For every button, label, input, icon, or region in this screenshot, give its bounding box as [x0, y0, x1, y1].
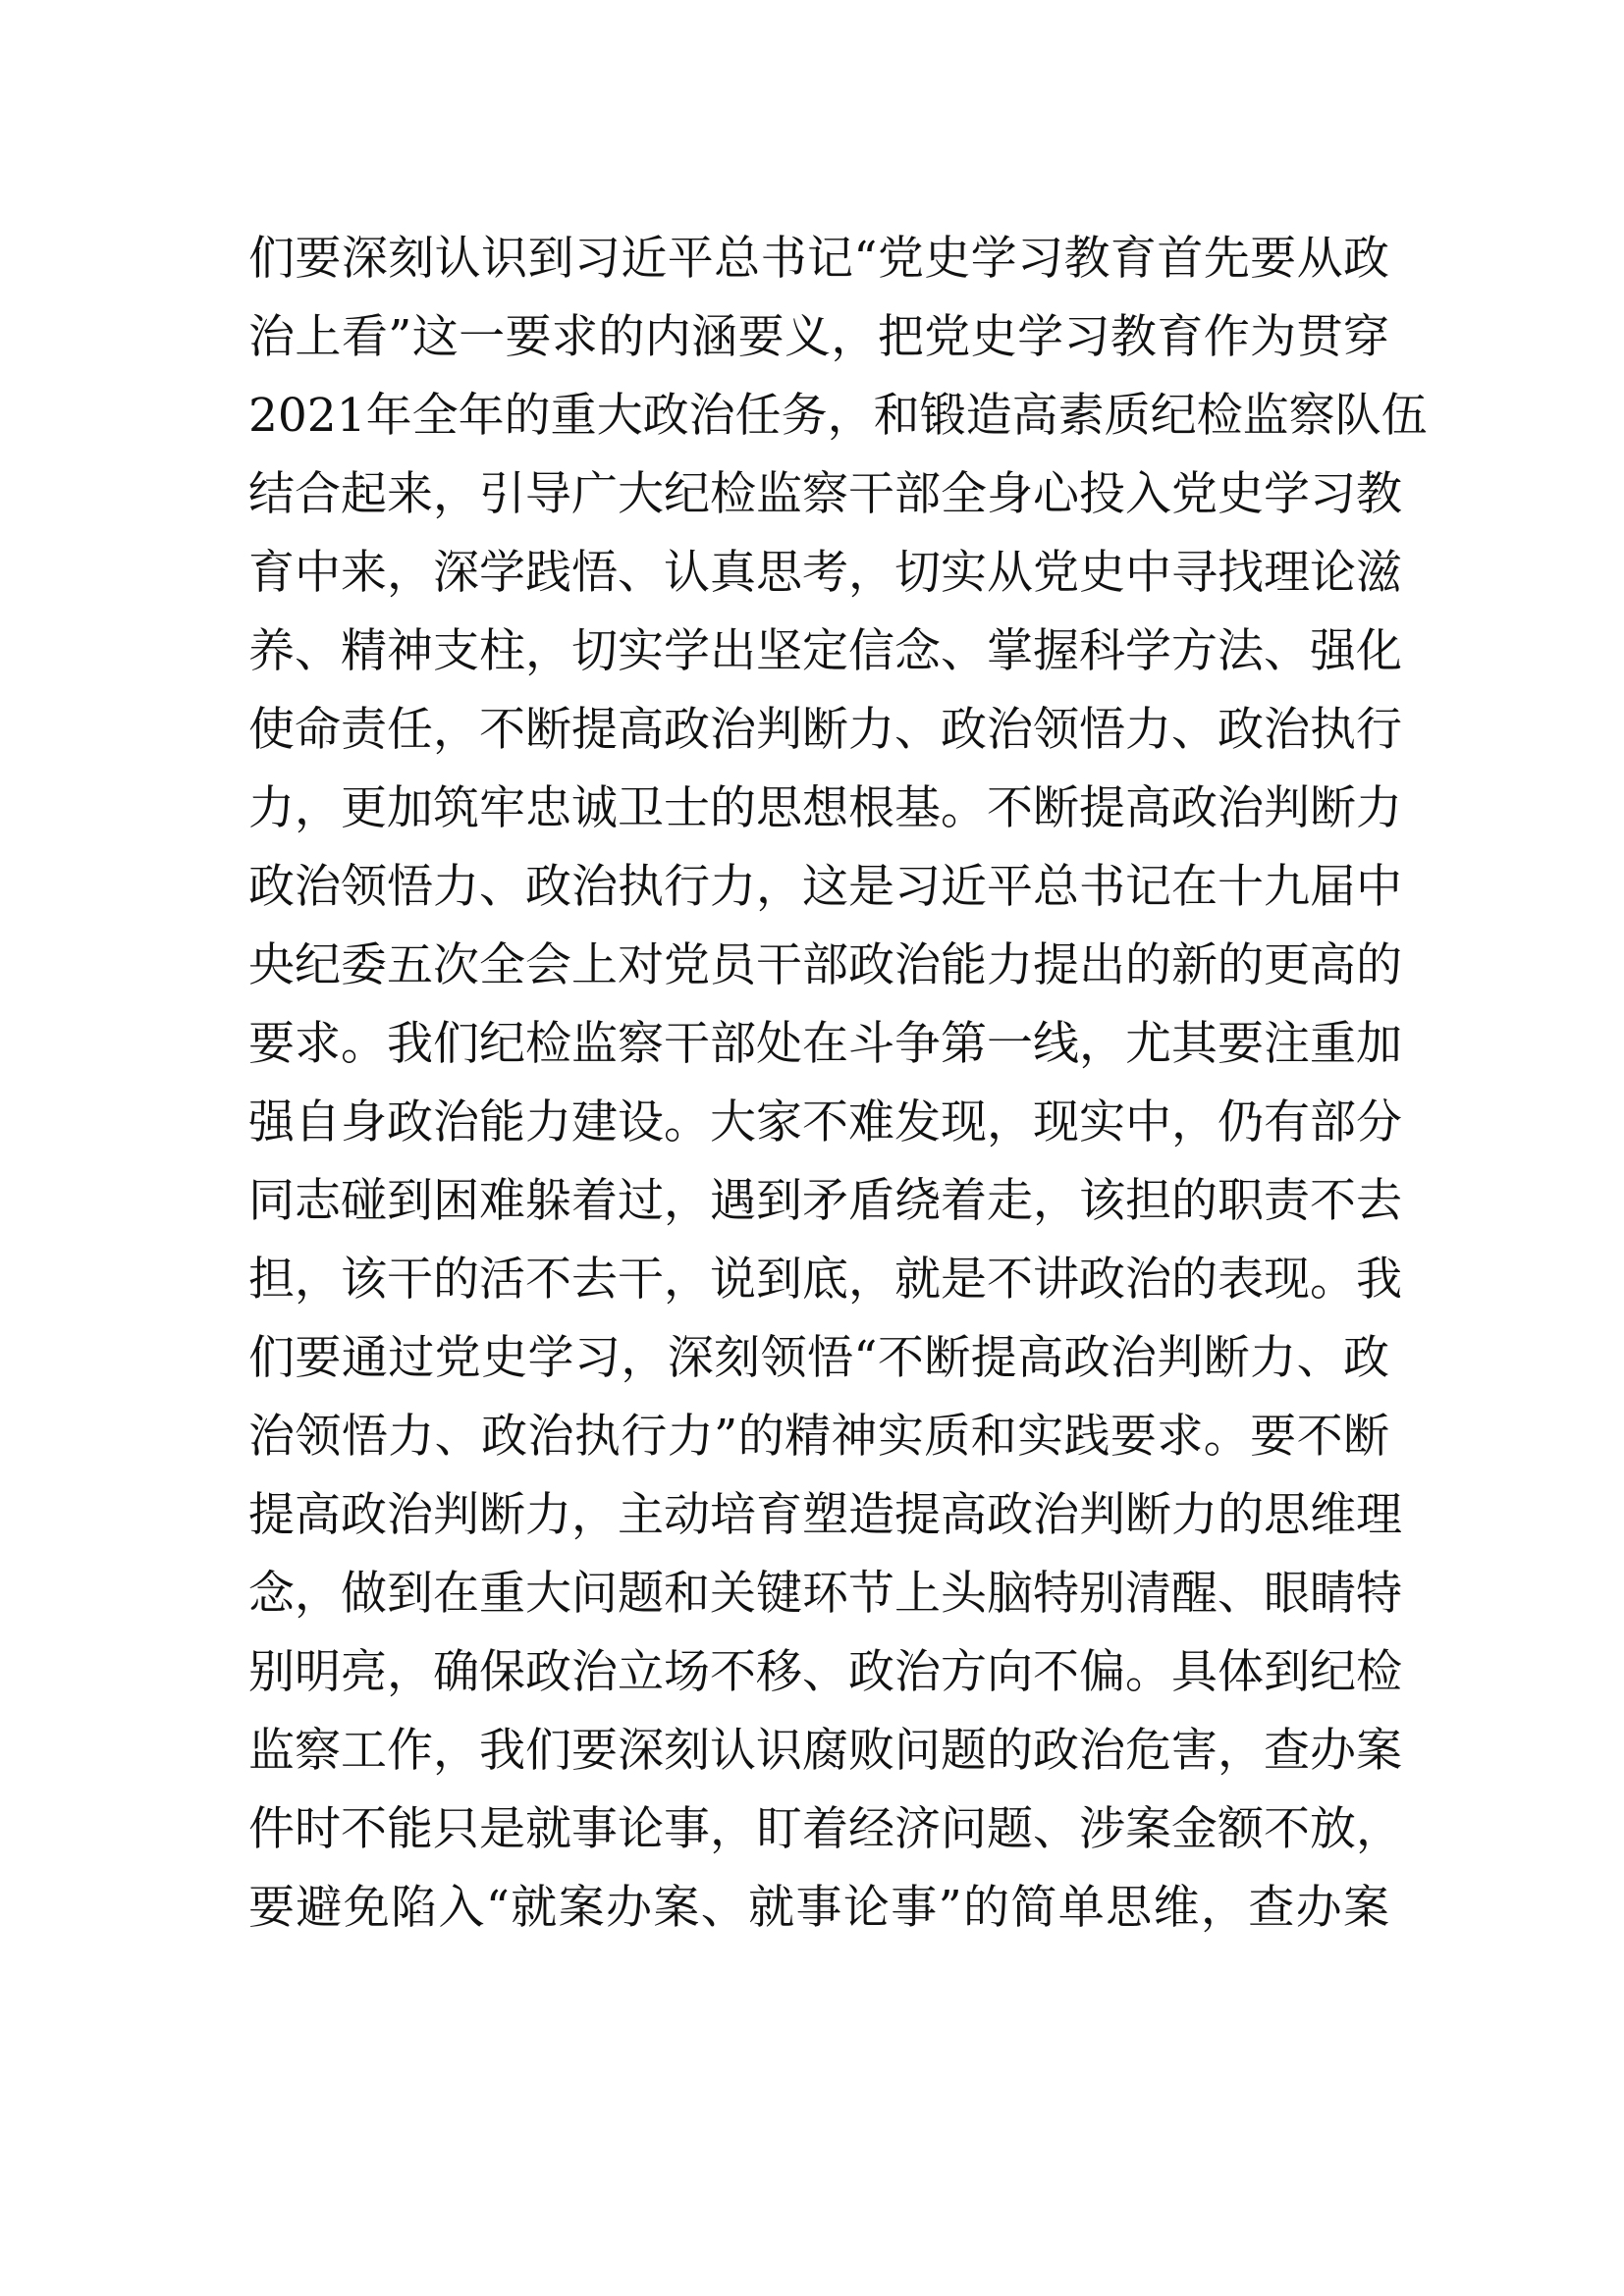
text-line: 结合起来，引导广大纪检监察干部全身心投入党史学习教 — [248, 467, 1402, 521]
text-line: 强自身政治能力建设。大家不难发现，现实中，仍有部分 — [248, 1095, 1402, 1149]
text-line: 提高政治判断力，主动培育塑造提高政治判断力的思维理 — [248, 1488, 1402, 1542]
text-line: 们要深刻认识到习近平总书记“党史学习教育首先要从政 — [248, 232, 1389, 286]
text-line: 使命责任，不断提高政治判断力、政治领悟力、政治执行 — [248, 703, 1402, 757]
text-line: 监察工作，我们要深刻认识腐败问题的政治危害，查办案 — [248, 1724, 1402, 1778]
document-body — [248, 228, 1428, 1955]
text-line: 同志碰到困难躲着过，遇到矛盾绕着走，该担的职责不去 — [248, 1174, 1402, 1228]
text-line: 们要通过党史学习，深刻领悟“不断提高政治判断力、政 — [248, 1331, 1389, 1385]
text-line: 念，做到在重大问题和关键环节上头脑特别清醒、眼睛特 — [248, 1567, 1402, 1621]
text-line: 2021年全年的重大政治任务，和锻造高素质纪检监察队伍 — [248, 389, 1428, 443]
text-line: 政治领悟力、政治执行力，这是习近平总书记在十九届中 — [248, 860, 1402, 914]
text-line: 件时不能只是就事论事，盯着经济问题、涉案金额不放， — [248, 1802, 1402, 1856]
text-line: 育中来，深学践悟、认真思考，切实从党史中寻找理论滋 — [248, 546, 1402, 600]
text-line: 力，更加筑牢忠诚卫士的思想根基。不断提高政治判断力 — [248, 781, 1402, 835]
text-line: 养、精神支柱，切实学出坚定信念、掌握科学方法、强化 — [248, 624, 1402, 678]
text-line: 要求。我们纪检监察干部处在斗争第一线，尤其要注重加 — [248, 1017, 1402, 1071]
text-line: 治领悟力、政治执行力”的精神实质和实践要求。要不断 — [248, 1410, 1389, 1464]
text-line: 治上看”这一要求的内涵要义，把党史学习教育作为贯穿 — [248, 310, 1389, 364]
text-line: 担，该干的活不去干，说到底，就是不讲政治的表现。我 — [248, 1253, 1402, 1307]
text-line: 央纪委五次全会上对党员干部政治能力提出的新的更高的 — [248, 938, 1402, 992]
text-line: 要避免陷入“就案办案、就事论事”的简单思维，查办案 — [248, 1881, 1389, 1935]
text-line: 别明亮，确保政治立场不移、政治方向不偏。具体到纪检 — [248, 1645, 1402, 1699]
